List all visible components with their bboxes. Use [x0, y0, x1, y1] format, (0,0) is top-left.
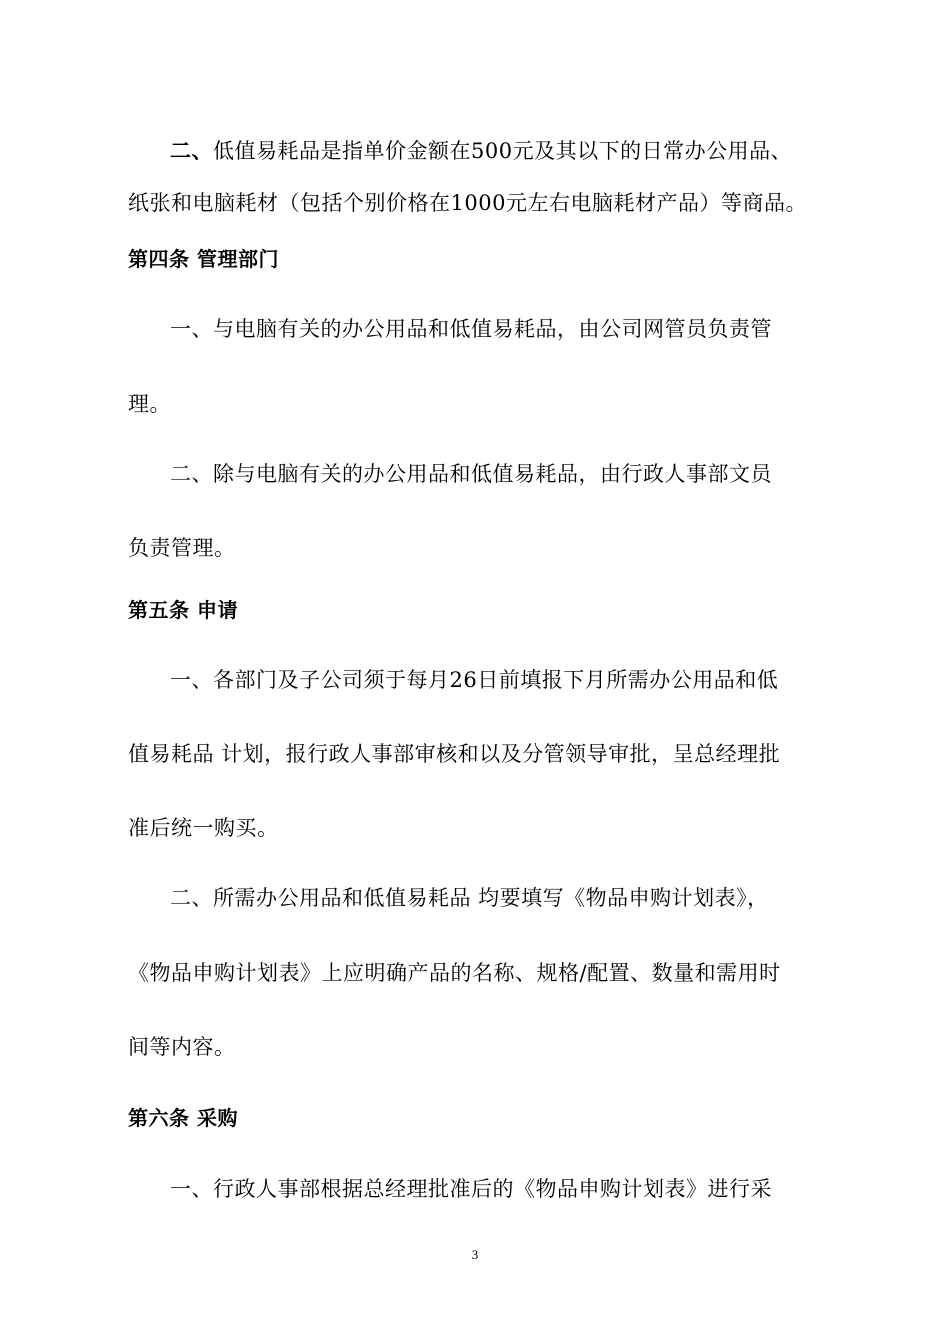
paragraph-text: 低值易耗品是指单价金额在500元及其以下的日常办公用品、: [213, 139, 793, 163]
paragraph-line: 值易耗品 计划，报行政人事部审核和以及分管领导审批，呈总经理批: [128, 742, 781, 766]
paragraph-line: 一、与电脑有关的办公用品和低值易耗品，由公司网管员负责管: [170, 317, 772, 341]
article-heading: 第六条 采购: [128, 1106, 238, 1130]
article-heading: 第四条 管理部门: [128, 247, 279, 271]
paragraph-line: 一、各部门及子公司须于每月26日前填报下月所需办公用品和低: [170, 668, 779, 692]
paragraph-line: 纸张和电脑耗材（包括个别价格在1000元左右电脑耗材产品）等商品。: [128, 191, 807, 215]
paragraph-line: 负责管理。: [128, 536, 236, 560]
page-number: 3: [471, 1247, 479, 1262]
paragraph-line: 二、除与电脑有关的办公用品和低值易耗品，由行政人事部文员: [170, 462, 772, 486]
paragraph-line: 理。: [128, 392, 171, 416]
paragraph-line: 准后统一购买。: [128, 816, 279, 840]
paragraph-line: 间等内容。: [128, 1035, 236, 1059]
paragraph-line: 二、所需办公用品和低值易耗品 均要填写《物品申购计划表》，: [170, 886, 769, 910]
paragraph-lead: 二、: [170, 138, 213, 163]
article-heading: 第五条 申请: [128, 598, 238, 622]
paragraph-line: [170, 138, 792, 164]
paragraph-line: 《物品申购计划表》上应明确产品的名称、规格/配置、数量和需用时: [128, 961, 781, 985]
paragraph-line: 一、行政人事部根据总经理批准后的《物品申购计划表》进行采: [170, 1177, 772, 1201]
